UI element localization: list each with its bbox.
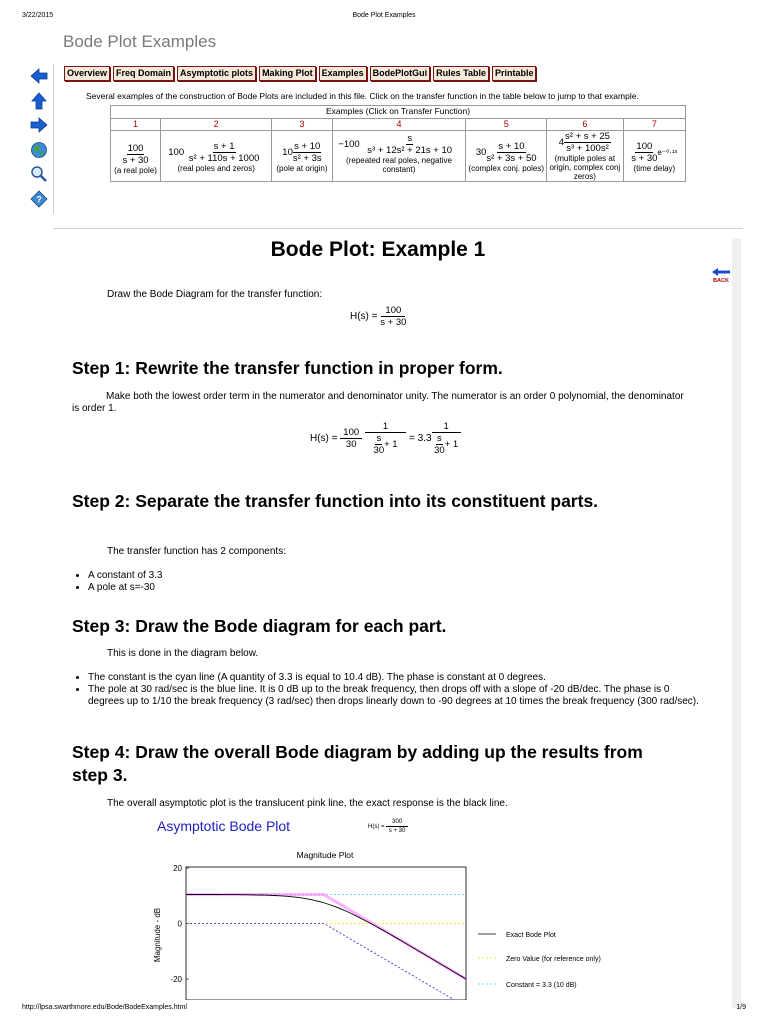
tf-denominator: s + 30: [380, 317, 407, 328]
example-number: 6: [547, 119, 624, 131]
example-7-link[interactable]: [623, 131, 685, 182]
step3-text: This is done in the diagram below.: [107, 648, 259, 659]
example-note: (multiple poles at origin, complex conj zeros): [549, 154, 621, 181]
tab-bodeplotgui[interactable]: BodePlotGui: [370, 66, 431, 81]
eq-s-denominator: 30: [373, 445, 385, 456]
example-note: (real poles and zeros): [177, 164, 255, 173]
tf-denominator: s + 30: [631, 153, 658, 164]
eq-numerator: 1: [432, 421, 461, 433]
example-4-link[interactable]: [332, 131, 466, 182]
tf-numerator: s + 10: [294, 141, 321, 152]
tf-gain: −100: [338, 139, 360, 150]
step4-heading: Step 4: Draw the overall Bode diagram by adding up the results from step 3.: [72, 742, 643, 785]
tab-freq-domain[interactable]: Freq Domain: [113, 66, 174, 81]
example-number: 3: [272, 119, 332, 131]
legend: [478, 932, 601, 989]
tf-numerator: 100: [636, 141, 653, 152]
svg-text:?: ?: [36, 194, 42, 204]
y-tick-label: -20: [170, 975, 182, 984]
tab-examples[interactable]: Examples: [319, 66, 367, 81]
help-icon[interactable]: [28, 189, 50, 209]
example-number: 2: [161, 119, 272, 131]
arrow-up-icon[interactable]: [28, 91, 50, 111]
eq-plus-one: + 1: [384, 439, 398, 450]
step1-heading: Step 1: Rewrite the transfer function in proper form.: [72, 358, 503, 378]
eq-s-numerator: s: [376, 433, 382, 444]
tf-gain: 100: [168, 147, 185, 158]
step1-text: Make both the lowest order term in the numerator and denominator unity. The numerator is an order 0 polynomial, the denominator is order 1.: [72, 391, 684, 414]
tf-denominator: s² + 3s + 50: [486, 153, 537, 164]
frame-divider-horizontal: [53, 228, 743, 229]
tab-bar: [64, 66, 536, 81]
page-title: Bode Plot Examples: [63, 32, 217, 51]
tf-gain: 10: [282, 147, 293, 158]
eq-lhs: H(s) =: [310, 433, 338, 444]
legend-label: Exact Bode Plot: [506, 932, 556, 939]
arrow-left-icon[interactable]: [28, 66, 50, 86]
print-url: http://lpsa.swarthmore.edu/Bode/BodeExamples.html: [22, 1004, 187, 1011]
magnitude-plot: [150, 845, 630, 1000]
tf-gain: 30: [475, 147, 487, 158]
eq-s-denominator: 30: [434, 445, 445, 456]
step3-heading: Step 3: Draw the Bode diagram for each part.: [72, 616, 447, 636]
plot-eq-lhs: H(s) =: [368, 823, 385, 830]
eq-numerator: 100: [340, 427, 362, 439]
plot-area: [186, 867, 466, 1000]
globe-icon[interactable]: [28, 140, 50, 160]
example-number: 5: [466, 119, 547, 131]
y-tick-label: 20: [173, 864, 182, 873]
tab-making-plot[interactable]: Making Plot: [259, 66, 316, 81]
example-2-link[interactable]: [161, 131, 272, 182]
eq-denominator: 30: [345, 439, 357, 450]
intro-text: Several examples of the construction of Bode Plots are included in this file. Click on the transfer function in the table below to jump to that example.: [86, 91, 639, 101]
print-date: 3/22/2015: [22, 12, 54, 19]
tf-numerator: s: [407, 133, 413, 144]
legend-label: Zero Value (for reference only): [506, 956, 601, 963]
list-item: • The pole at 30 rad/sec is the blue line. It is 0 dB up to the break frequency, then drops off with a slope of -20 dB/dec. The phase is 0 degrees up to 1/10 the break frequency (3 rad/sec) then drops linearly down to -90 degrees at 10 times the break frequency (300 rad/sec).: [88, 684, 700, 708]
step3-list: [76, 672, 700, 708]
example-1-link[interactable]: [111, 131, 161, 182]
eq-numerator: 1: [365, 421, 406, 433]
plot-equation: [368, 818, 408, 835]
proper-form-equation: [310, 421, 461, 456]
tf-gain: 4: [558, 137, 565, 148]
tab-printable[interactable]: Printable: [492, 66, 537, 81]
tab-asymptotic-plots[interactable]: Asymptotic plots: [177, 66, 256, 81]
list-item: • A pole at s=-30: [88, 582, 163, 594]
example-title: Bode Plot: Example 1: [270, 238, 486, 261]
plot-subtitle: Magnitude Plot: [296, 850, 354, 860]
search-icon[interactable]: [28, 164, 50, 184]
example-5-link[interactable]: [466, 131, 547, 182]
list-item: • The constant is the cyan line (A quantity of 3.3 is equal to 10.4 dB). The phase is constant at 0 degrees.: [88, 672, 700, 684]
step2-list: [76, 570, 163, 594]
plot-eq-numerator: 300: [386, 818, 408, 827]
step2-text: The transfer function has 2 components:: [107, 546, 286, 557]
eq-constant: = 3.3: [409, 433, 432, 444]
tf-denominator: s + 30: [122, 155, 149, 166]
y-axis-label: Magnitude - dB: [153, 907, 162, 963]
tf-delay-term: e⁻⁰·¹ˢ: [657, 148, 678, 157]
tf-numerator: s + 1: [213, 141, 235, 152]
tf-numerator: 100: [381, 305, 405, 317]
example-note: (a real pole): [114, 166, 157, 175]
print-page-number: 1/9: [736, 1004, 746, 1011]
examples-table: [110, 105, 686, 182]
example-note: (complex conj. poles): [468, 164, 544, 173]
example-number: 1: [111, 119, 161, 131]
plot-title: Asymptotic Bode Plot: [157, 818, 291, 834]
example-number: 4: [332, 119, 466, 131]
list-item: • A constant of 3.3: [88, 570, 163, 582]
example-6-link[interactable]: [547, 131, 624, 182]
tf-numerator: s² + s + 25: [565, 131, 610, 142]
tf-numerator: 100: [127, 143, 144, 154]
back-icon[interactable]: [710, 266, 732, 284]
scrollbar[interactable]: [732, 238, 741, 1008]
tf-denominator: s² + 110s + 1000: [188, 153, 260, 164]
eq-s-numerator: s: [437, 433, 442, 444]
nav-column: [28, 66, 50, 213]
eq-plus-one: + 1: [444, 439, 459, 450]
example-note: (repeated real poles, negative constant): [346, 156, 452, 174]
tf-numerator: s + 10: [498, 141, 525, 152]
arrow-right-icon[interactable]: [28, 115, 50, 135]
tab-rules-table[interactable]: Rules Table: [433, 66, 489, 81]
step2-heading: Step 2: Separate the transfer function into its constituent parts.: [72, 491, 599, 511]
example-note: (time delay): [633, 164, 676, 173]
step4-text: The overall asymptotic plot is the translucent pink line, the exact response is the black line.: [107, 798, 508, 809]
tf-lhs: H(s) =: [350, 311, 378, 322]
transfer-function: [350, 305, 406, 328]
tf-denominator: s² + 3s: [292, 153, 322, 164]
tf-denominator: s³ + 100s²: [566, 143, 609, 154]
legend-label: Constant = 3.3 (10 dB): [506, 982, 577, 989]
example-3-link[interactable]: [272, 131, 332, 182]
example-note: (pole at origin): [276, 164, 328, 173]
examples-table-header: Examples (Click on Transfer Function): [111, 106, 686, 119]
tab-overview[interactable]: Overview: [64, 66, 110, 81]
plot-eq-denominator: s + 30: [388, 828, 406, 834]
intro-paragraph: Draw the Bode Diagram for the transfer function:: [107, 289, 323, 300]
y-tick-label: 0: [177, 919, 182, 929]
frame-divider: [53, 64, 54, 214]
print-title: Bode Plot Examples: [352, 12, 416, 19]
example-number: 7: [623, 119, 685, 131]
svg-text:BACK: BACK: [713, 278, 729, 284]
tf-denominator: s³ + 12s² + 21s + 10: [367, 145, 453, 156]
